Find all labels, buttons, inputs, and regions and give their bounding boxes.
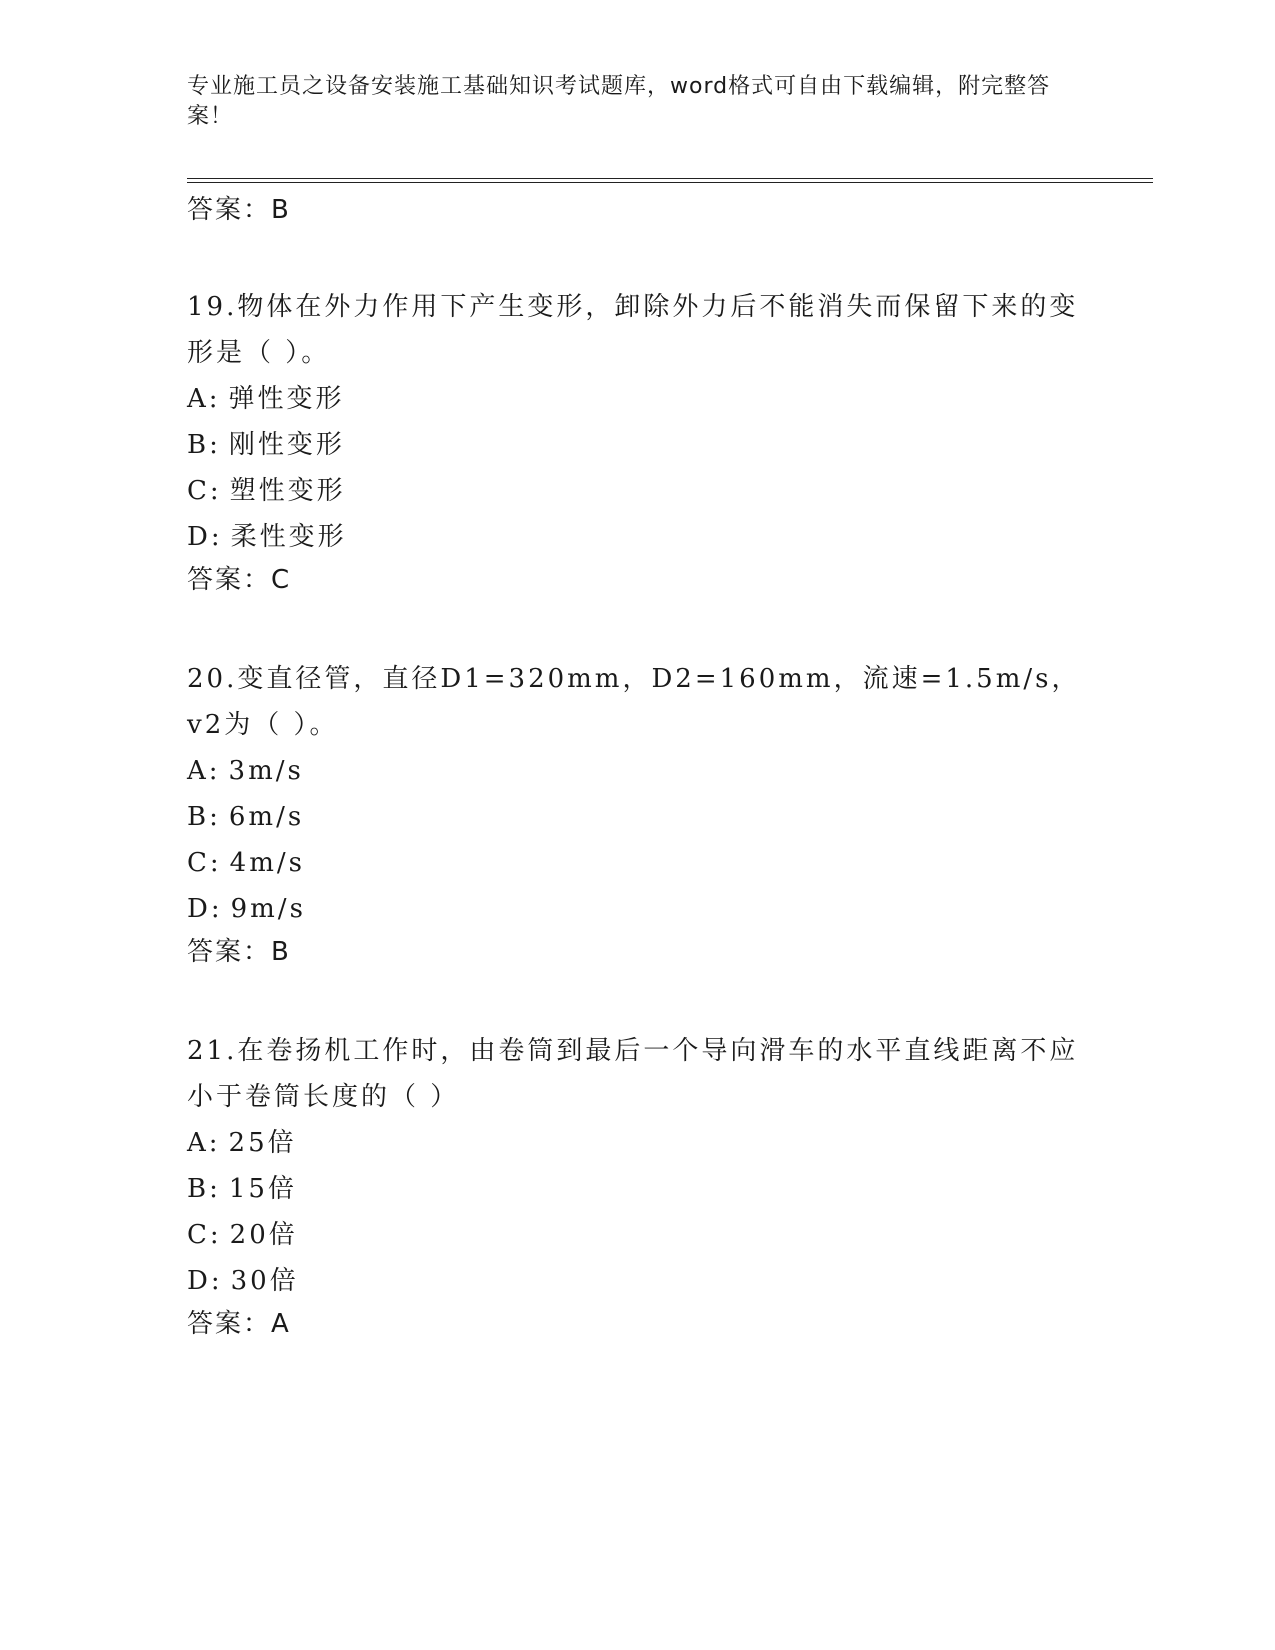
option-text: 塑性变形: [229, 476, 346, 506]
question-21: [187, 1028, 1087, 1344]
option-a: [187, 1120, 1087, 1166]
option-key: D:: [187, 1266, 223, 1296]
option-key: D:: [187, 522, 223, 552]
option-text: 30倍: [230, 1266, 299, 1296]
option-key: B:: [187, 430, 221, 460]
option-key: C:: [187, 476, 222, 506]
option-text: 柔性变形: [230, 522, 347, 552]
answer: 答案：C: [187, 565, 292, 595]
header-divider-bottom: [187, 182, 1153, 183]
option-key: A:: [187, 384, 221, 414]
question-stem: 19.物体在外力作用下产生变形，卸除外力后不能消失而保留下来的变形是（ ）。: [187, 292, 1079, 368]
option-d: [187, 1258, 1087, 1304]
option-key: A:: [187, 756, 221, 786]
option-b: [187, 1166, 1087, 1212]
option-text: 20倍: [229, 1220, 298, 1250]
option-text: 刚性变形: [228, 430, 345, 460]
option-text: 15倍: [228, 1174, 297, 1204]
option-key: A:: [187, 1128, 221, 1158]
option-text: 25倍: [228, 1128, 297, 1158]
option-text: 3m/s: [228, 756, 304, 786]
option-key: D:: [187, 894, 223, 924]
question-stem: 20.变直径管，直径D1=320mm，D2=160mm，流速=1.5m/s，v2为（ ）。: [187, 664, 1081, 740]
option-c: [187, 468, 1087, 514]
option-text: 9m/s: [230, 894, 306, 924]
document-header: 专业施工员之设备安装施工基础知识考试题库，word格式可自由下载编辑，附完整答案！: [187, 74, 1051, 129]
answer: 答案：B: [187, 937, 291, 967]
option-d: [187, 514, 1087, 560]
previous-answer: 答案：B: [187, 195, 291, 225]
option-b: [187, 422, 1087, 468]
option-text: 4m/s: [229, 848, 305, 878]
option-c: [187, 840, 1087, 886]
option-key: B:: [187, 1174, 221, 1204]
header-divider-top: [187, 178, 1153, 179]
answer: 答案：A: [187, 1309, 291, 1339]
option-key: B:: [187, 802, 221, 832]
option-a: [187, 376, 1087, 422]
question-stem: 21.在卷扬机工作时，由卷筒到最后一个导向滑车的水平直线距离不应小于卷筒长度的（ ）: [187, 1036, 1079, 1112]
option-a: [187, 748, 1087, 794]
question-20: [187, 656, 1087, 972]
option-d: [187, 886, 1087, 932]
option-c: [187, 1212, 1087, 1258]
option-text: 弹性变形: [228, 384, 345, 414]
option-text: 6m/s: [228, 802, 305, 832]
question-19: [187, 284, 1087, 600]
option-key: C:: [187, 848, 222, 878]
option-b: [187, 794, 1087, 840]
question-list: [187, 192, 1087, 1344]
option-key: C:: [187, 1220, 222, 1250]
